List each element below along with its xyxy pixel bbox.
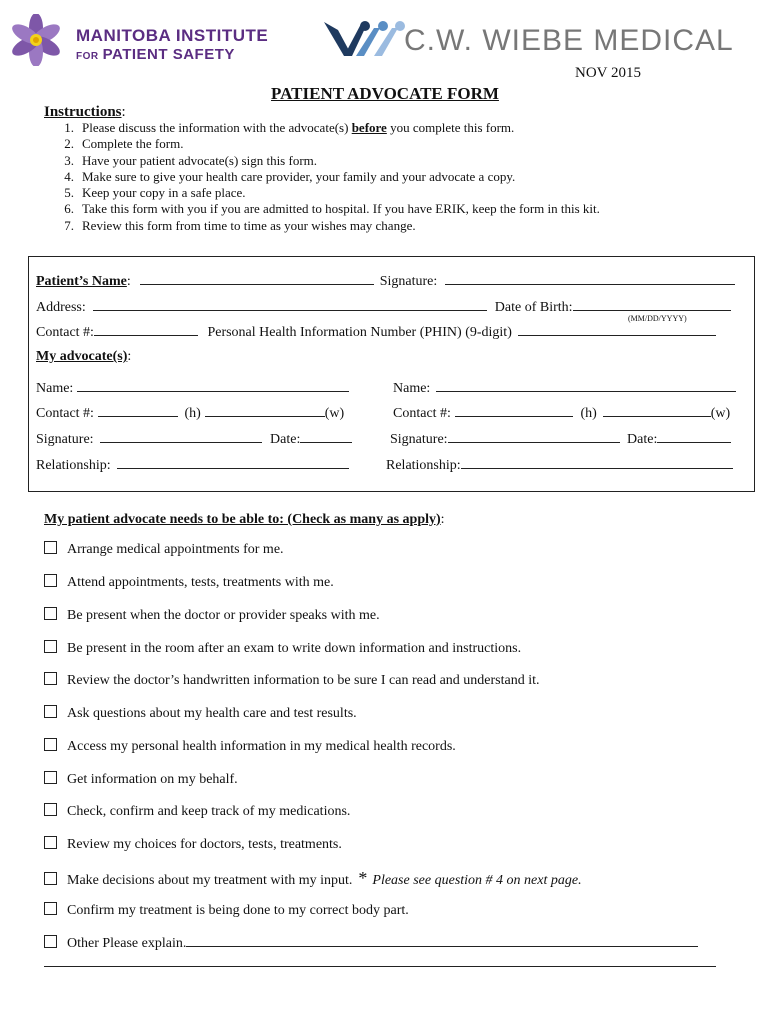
checkbox[interactable] xyxy=(44,705,57,718)
needs-heading: My patient advocate needs to be able to: (Check as many as apply): xyxy=(44,512,445,527)
needs-item-label: Check, confirm and keep track of my medications. xyxy=(67,804,351,819)
advocate1-work-field[interactable] xyxy=(205,404,325,417)
checkbox[interactable] xyxy=(44,902,57,915)
needs-item xyxy=(44,607,380,625)
checkbox[interactable] xyxy=(44,672,57,685)
instruction-item: 4. Make sure to give your health care provider, your family and your advocate a copy. xyxy=(64,168,516,184)
checkbox[interactable] xyxy=(44,771,57,784)
instruction-item: 5. Keep your copy in a safe place. xyxy=(64,185,246,201)
patient-name-row: Patient’s Name: Signature: xyxy=(36,272,735,290)
contact-label: Contact #: xyxy=(36,325,94,340)
patient-name-label: Patient’s Name xyxy=(36,274,127,289)
advocate1-signature-row: Signature: Date: xyxy=(36,430,352,448)
checkbox[interactable] xyxy=(44,607,57,620)
address-field[interactable] xyxy=(93,298,487,311)
advocate2-name-field[interactable] xyxy=(436,379,736,392)
checkbox[interactable] xyxy=(44,738,57,751)
mips-line2-text: PATIENT SAFETY xyxy=(102,46,235,63)
mips-logo xyxy=(0,14,269,74)
needs-item xyxy=(44,574,334,592)
address-row xyxy=(36,298,731,316)
checkbox[interactable] xyxy=(44,803,57,816)
needs-item-label: Make decisions about my treatment with my input. xyxy=(67,873,353,888)
advocate1-date-field[interactable] xyxy=(300,430,352,443)
advocate1-name-field[interactable] xyxy=(77,379,349,392)
advocate2-signature-field[interactable] xyxy=(448,430,620,443)
advocate2-work-field[interactable] xyxy=(603,404,711,417)
asterisk: * xyxy=(358,868,368,888)
instructions-heading: Instructions: xyxy=(44,104,126,120)
advocate1-relationship-row: Relationship: xyxy=(36,456,349,474)
needs-item xyxy=(44,934,698,952)
mips-line1: MANITOBA INSTITUTE xyxy=(76,26,269,45)
mips-line2 xyxy=(76,46,268,63)
advocate2-relationship-field[interactable] xyxy=(461,456,733,469)
needs-item-label: Ask questions about my health care and test results. xyxy=(67,706,357,721)
needs-item xyxy=(44,836,342,854)
flower-icon xyxy=(4,14,64,66)
mips-for: FOR xyxy=(76,51,99,62)
see-question-note: Please see question # 4 on next page. xyxy=(372,873,582,888)
dob-label: Date of Birth: xyxy=(494,300,573,315)
needs-item-label: Other Please explain. xyxy=(67,936,187,951)
needs-item xyxy=(44,541,284,559)
needs-item-label: Be present in the room after an exam to write down information and instructions. xyxy=(67,641,522,656)
checkbox[interactable] xyxy=(44,541,57,554)
needs-item xyxy=(44,640,521,658)
needs-item-label: Attend appointments, tests, treatments with me. xyxy=(67,575,334,590)
needs-item-label: Access my personal health information in my medical health records. xyxy=(67,739,456,754)
needs-item-label: Get information on my behalf. xyxy=(67,772,238,787)
dob-format-hint: (MM/DD/YYYY) xyxy=(628,314,687,323)
other-explain-field[interactable] xyxy=(186,934,698,947)
checkbox[interactable] xyxy=(44,836,57,849)
advocate1-home-field[interactable] xyxy=(98,404,178,417)
needs-item-label: Review my choices for doctors, tests, treatments. xyxy=(67,837,342,852)
advocate2-home-field[interactable] xyxy=(455,404,573,417)
patient-signature-field[interactable] xyxy=(445,272,735,285)
contact-field[interactable] xyxy=(94,323,198,336)
advocate2-contact-row: Contact #: (h) (w) xyxy=(393,406,731,421)
needs-item xyxy=(44,672,540,690)
needs-item xyxy=(44,803,350,821)
instruction-item: 7. Review this form from time to time as your wishes may change. xyxy=(64,217,416,233)
advocate2-relationship-row: Relationship: xyxy=(386,456,733,474)
patient-name-field[interactable] xyxy=(140,272,374,285)
needs-item xyxy=(44,738,456,756)
needs-item-label: Be present when the doctor or provider speaks with me. xyxy=(67,608,380,623)
advocates-heading: My advocate(s): xyxy=(36,349,132,364)
phin-field[interactable] xyxy=(518,323,716,336)
checkbox[interactable] xyxy=(44,640,57,653)
instruction-item: 6. Take this form with you if you are admitted to hospital. If you have ERIK, keep the form in this kit. xyxy=(64,201,600,217)
needs-item xyxy=(44,902,409,920)
phin-label: Personal Health Information Number (PHIN) (9-digit) xyxy=(207,325,512,340)
cw-wiebe-logo-icon xyxy=(322,16,406,62)
checkbox[interactable] xyxy=(44,574,57,587)
needs-item-label: Arrange medical appointments for me. xyxy=(67,542,284,557)
checkbox[interactable] xyxy=(44,935,57,948)
advocate1-contact-row: Contact #: (h) (w) xyxy=(36,406,345,421)
needs-item xyxy=(44,869,582,887)
checkbox[interactable] xyxy=(44,872,57,885)
instruction-item: 2. Complete the form. xyxy=(64,136,184,152)
advocate2-date-field[interactable] xyxy=(657,430,731,443)
address-label: Address: xyxy=(36,300,86,315)
mips-name xyxy=(76,26,268,63)
advocate2-name-row: Name: xyxy=(393,379,736,397)
instruction-item: 3. Have your patient advocate(s) sign this form. xyxy=(64,152,318,168)
needs-item xyxy=(44,705,357,723)
other-explain-line-2[interactable] xyxy=(44,966,716,967)
dob-field[interactable] xyxy=(573,298,731,311)
needs-item-label: Review the doctor’s handwritten information to be sure I can read and understand it. xyxy=(67,673,540,688)
form-date: NOV 2015 xyxy=(575,65,641,81)
needs-item-label: Confirm my treatment is being done to my correct body part. xyxy=(67,903,409,918)
patient-signature-label: Signature: xyxy=(379,274,438,289)
instructions-list xyxy=(44,120,600,234)
advocate2-signature-row: Signature: Date: xyxy=(390,430,731,448)
cw-wiebe-name: C.W. WIEBE MEDICAL xyxy=(404,24,734,57)
advocate1-signature-field[interactable] xyxy=(100,430,262,443)
contact-row xyxy=(36,323,716,341)
page-title: PATIENT ADVOCATE FORM xyxy=(271,84,499,103)
needs-item xyxy=(44,771,238,789)
advocate1-name-row: Name: xyxy=(36,379,349,397)
advocate1-relationship-field[interactable] xyxy=(117,456,349,469)
instruction-item: 1. Please discuss the information with the advocate(s) before you complete this form. xyxy=(64,120,515,135)
